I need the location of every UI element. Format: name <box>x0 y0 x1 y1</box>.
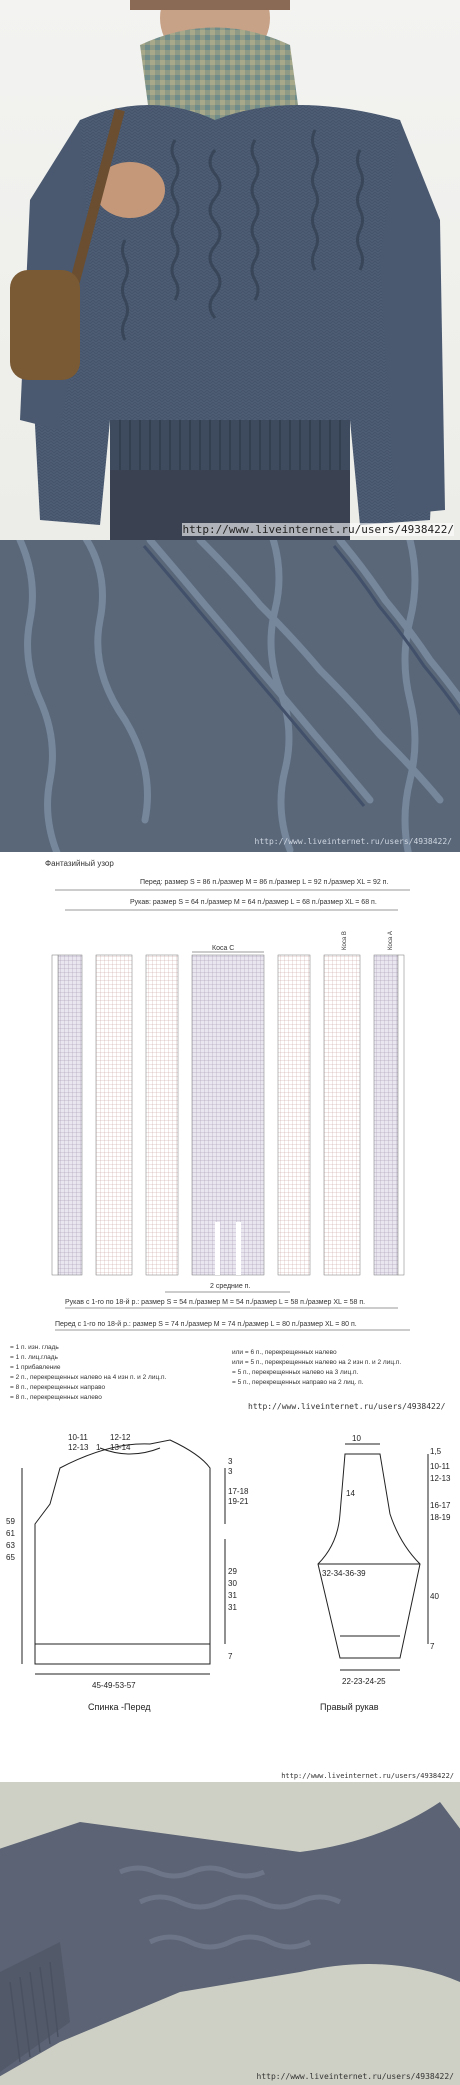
dim-length-c: 63 <box>6 1541 15 1550</box>
front-row-label: Перед: размер S = 86 п./размер M = 86 п./размер L = 92 п./размер XL = 92 п. <box>140 879 389 886</box>
legend-item: = 1 п. лиц.гладь <box>10 1354 58 1361</box>
watermark: http://www.liveinternet.ru/users/4938422/ <box>256 2072 454 2081</box>
kosa-b-label: Коса В <box>342 931 348 950</box>
cable-closeup-photo <box>0 540 460 852</box>
sleeve-dim-r-d: 18-19 <box>430 1513 451 1522</box>
body-caption: Спинка -Перед <box>88 1702 151 1712</box>
legend-item: = 8 п., перекрещенных налево <box>10 1394 102 1401</box>
legend-item: = 5 п., перекрещенных направо на 2 лиц. п. <box>232 1379 364 1386</box>
sleeve-dim-rib: 7 <box>430 1642 435 1651</box>
sleeve-schematic <box>318 1444 428 1670</box>
dim-length-d: 65 <box>6 1553 15 1562</box>
dim-side-b: 30 <box>228 1579 237 1588</box>
dim-rib: 7 <box>228 1652 233 1661</box>
sleeve-dim-r-c: 16-17 <box>430 1501 451 1510</box>
dim-side-a: 29 <box>228 1567 237 1576</box>
sleeve-dim-cuff: 22-23-24-25 <box>342 1677 386 1686</box>
watermark: http://www.liveinternet.ru/users/4938422/ <box>248 1402 446 1411</box>
legend-item: = 8 п., перекрещенных направо <box>10 1384 106 1391</box>
sleeve-caption: Правый рукав <box>320 1702 379 1712</box>
dim-3a: 3 <box>228 1457 233 1466</box>
dim-side-c: 31 <box>228 1591 237 1600</box>
sweater-photo <box>0 0 460 540</box>
schematic-drawings <box>0 1344 460 1782</box>
legend-item: = 5 п., перекрещенных налево на 3 лиц.п. <box>232 1369 359 1376</box>
knitted-piece-photo <box>0 1782 460 2085</box>
dim-3b: 3 <box>228 1467 233 1476</box>
legend-item: или = 5 п., перекрещенных налево на 2 изн п. и 2 лиц.п. <box>232 1359 402 1366</box>
chart-columns <box>52 955 404 1275</box>
knitted-piece-illustration <box>0 1782 460 2085</box>
pattern-chart <box>0 852 460 1344</box>
dim-armhole-b: 19-21 <box>228 1497 249 1506</box>
sleeve-dim-top-r: 1,5 <box>430 1447 442 1456</box>
dim-neck-left-b: 12-13 <box>68 1443 89 1452</box>
front-bottom-label: Перед с 1-го по 18-й р.: размер S = 74 п./размер M = 74 п./размер L = 80 п./размер XL = 80 п. <box>55 1321 357 1328</box>
sleeve-dim-cap: 14 <box>346 1489 355 1498</box>
dim-neck-left-c: 1 <box>96 1443 101 1452</box>
sleeve-dim-length: 40 <box>430 1592 439 1601</box>
kosa-a-label: Коса А <box>388 931 394 950</box>
dim-neck-right-a: 12-12 <box>110 1433 131 1442</box>
sleeve-bottom-label: Рукав с 1-го по 18-й р.: размер S = 54 п./размер M = 54 п./размер L = 58 п./размер XL = 58 п. <box>65 1299 366 1306</box>
sleeve-row-label: Рукав: размер S = 64 п./размер M = 64 п./размер L = 68 п./размер XL = 68 п. <box>130 899 377 906</box>
kosa-c-label: Коса С <box>212 945 235 952</box>
sleeve-dim-top: 10 <box>352 1434 361 1443</box>
watermark: http://www.liveinternet.ru/users/4938422/ <box>281 1772 454 1780</box>
watermark: http://www.liveinternet.ru/users/4938422/ <box>254 837 452 846</box>
chart-title: Фантазийный узор <box>45 859 114 868</box>
dim-length-b: 61 <box>6 1529 15 1538</box>
legend-item: или = 6 п., перекрещенных налево <box>232 1349 337 1356</box>
legend-item: = 1 прибавление <box>10 1364 61 1371</box>
dim-side-d: 31 <box>228 1603 237 1612</box>
pattern-chart-svg <box>0 852 460 1344</box>
dim-length-a: 59 <box>6 1517 15 1526</box>
sweater-illustration <box>0 0 460 540</box>
dim-neck-left-a: 10-11 <box>68 1433 88 1442</box>
sleeve-dim-r-b: 12-13 <box>430 1474 451 1483</box>
center-stitches-label: 2 средние п. <box>210 1283 251 1290</box>
body-schematic <box>22 1440 225 1674</box>
legend-item: = 2 п., перекрещенных налево на 4 изн п. и 2 лиц.п. <box>10 1374 167 1381</box>
watermark: http://www.liveinternet.ru/users/4938422/ <box>182 523 454 536</box>
schematics <box>0 1344 460 1782</box>
sleeve-dim-upper: 32-34-36-39 <box>322 1569 366 1578</box>
legend-item: = 1 п. изн. гладь <box>10 1344 59 1351</box>
sleeve-dim-r-a: 10-11 <box>430 1462 450 1471</box>
dim-neck-right-b: 13-14 <box>110 1443 131 1452</box>
cable-closeup-illustration <box>0 540 460 852</box>
dim-width: 45-49-53-57 <box>92 1681 136 1690</box>
dim-armhole-a: 17-18 <box>228 1487 249 1496</box>
